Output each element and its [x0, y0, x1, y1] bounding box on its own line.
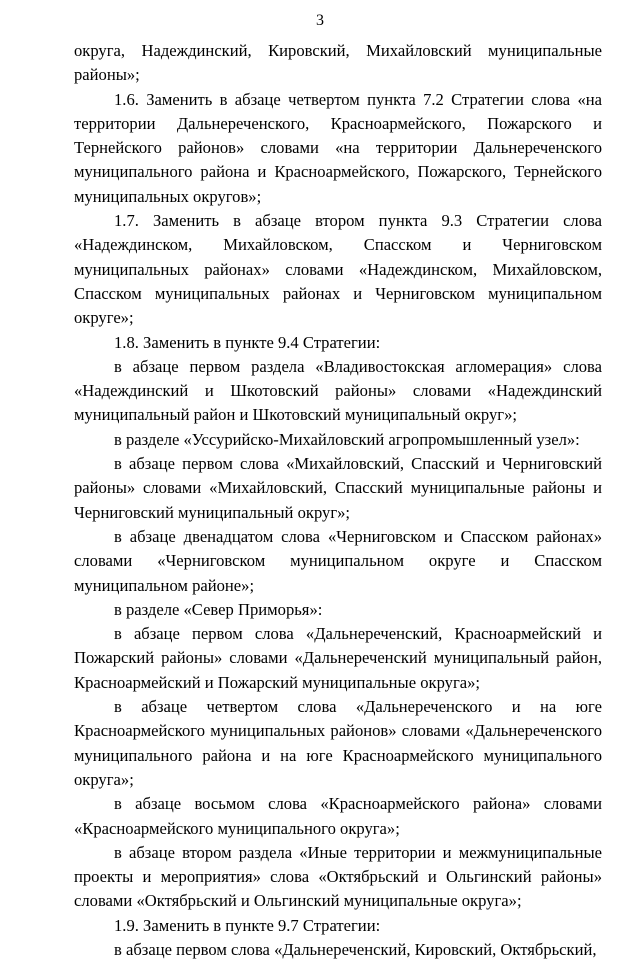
paragraph-north-eighth: в абзаце восьмом слова «Красноармейского района» словами «Красноармейского муниципального округа»;: [74, 794, 602, 838]
document-body: [74, 39, 602, 962]
paragraph-ussuriysk-first: в абзаце первом слова «Михайловский, Спасский и Черниговский районы» словами «Михайловский, Спасский муниципальные районы и Черниговский муниципальный округ»;: [74, 454, 602, 522]
paragraph-item-1-6: 1.6. Заменить в абзаце четвертом пункта 7.2 Стратегии слова «на территории Дальнереченского, Красноармейского, Пожарского и Тернейского районов» словами «на территории Дальнереченского муниципального района и Красноармейского, Пожарского, Тернейского муниципальных округов»;: [74, 89, 602, 206]
page-number: 3: [316, 12, 324, 29]
paragraph-north-section: в разделе «Север Приморья»:: [114, 599, 323, 619]
paragraph-item-1-9-first: в абзаце первом слова «Дальнереченский, Кировский, Октябрьский,: [114, 939, 597, 959]
paragraph-continuation: округа, Надеждинский, Кировский, Михайловский муниципальные районы»;: [74, 41, 602, 85]
paragraph-ussuriysk-twelfth: в абзаце двенадцатом слова «Черниговском и Спасском районах» словами «Черниговском муниципальном округе и Спасском муниципальном районе»;: [74, 526, 602, 595]
paragraph-item-1-8: 1.8. Заменить в пункте 9.4 Стратегии:: [114, 332, 381, 352]
paragraph-item-1-9: 1.9. Заменить в пункте 9.7 Стратегии:: [114, 915, 381, 935]
paragraph-north-fourth: в абзаце четвертом слова «Дальнереченского и на юге Красноармейского муниципальных районов» словами «Дальнереченского муниципального района и на юге Красноармейского муниципального округа»;: [74, 697, 602, 789]
paragraph-vladivostok: в абзаце первом раздела «Владивостокская агломерация» слова «Надеждинский и Шкотовский районы» словами «Надеждинский муниципальный район и Шкотовский муниципальный округ»;: [74, 356, 602, 425]
paragraph-ussuriysk-section: в разделе «Уссурийско-Михайловский агропромышленный узел»:: [114, 429, 580, 449]
paragraph-item-1-7: 1.7. Заменить в абзаце втором пункта 9.3 Стратегии слова «Надеждинском, Михайловском, Спасском и Черниговском муниципальных районах» словами «Надеждинском, Михайловском, Спасском муниципальных районах и Черниговском муниципальном округе»;: [74, 211, 602, 328]
paragraph-north-first: в абзаце первом слова «Дальнереченский, Красноармейский и Пожарский районы» словами «Дальнереченский муниципальный район, Красноармейский и Пожарский муниципальные округа»;: [74, 624, 602, 692]
paragraph-other-territories: в абзаце втором раздела «Иные территории и межмуниципальные проекты и мероприятия» слова «Октябрьский и Ольгинский районы» словами «Октябрьский и Ольгинский муниципальные округа»;: [74, 842, 602, 911]
